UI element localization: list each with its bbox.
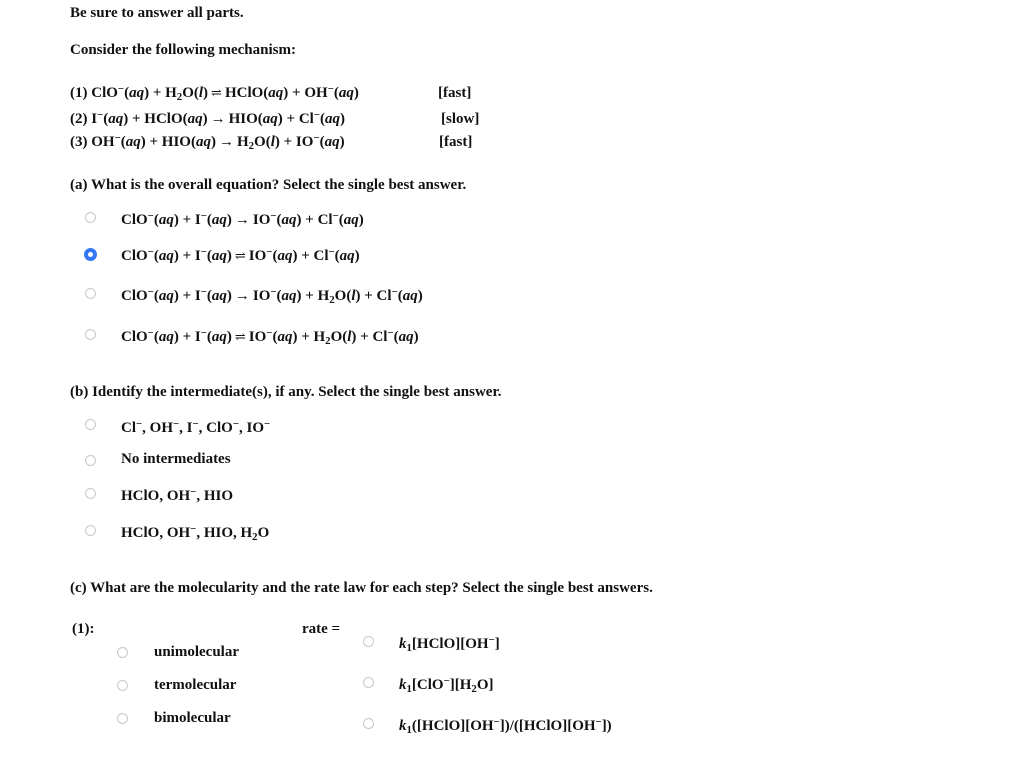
step-1-speed: [fast] xyxy=(438,85,472,101)
radio-button[interactable] xyxy=(85,488,96,499)
radio-button[interactable] xyxy=(85,288,96,299)
option-label[interactable]: $k_1[ClO^-][H_2O]$ xyxy=(399,675,494,696)
option-label[interactable]: $k_1[HClO][OH^-]$ xyxy=(399,634,500,655)
option-label[interactable]: HClO, OH−, HIO, $H_2O$ xyxy=(121,523,270,544)
option-label[interactable]: ClO−(aq) + I−(aq) ⇌ IO−(aq) + Cl−(aq) xyxy=(121,246,360,264)
mechanism-step-3: (3) $OH^-(aq) + HIO(aq) \to H_2O(l) + IO^-(aq)$ xyxy=(70,132,345,153)
part-a-question: (a) What is the overall equation? Select the single best answer. xyxy=(70,177,467,193)
part-c-question: (c) What are the molecularity and the rate law for each step? Select the single best answers. xyxy=(70,580,653,596)
option-label[interactable]: ClO−(aq) + I−(aq) → IO−(aq) + Cl−(aq) xyxy=(121,210,364,228)
option-label[interactable]: $k_1([HClO][OH^-])/([HClO][OH^-])$ xyxy=(399,716,612,737)
radio-button[interactable] xyxy=(363,636,374,647)
radio-button[interactable] xyxy=(363,718,374,729)
option-label[interactable]: unimolecular xyxy=(154,644,239,660)
radio-button[interactable] xyxy=(117,713,128,724)
radio-button[interactable] xyxy=(117,647,128,658)
step-3-speed: [fast] xyxy=(439,134,473,150)
radio-button-selected[interactable] xyxy=(84,248,97,261)
step-number: (1) xyxy=(70,85,88,101)
instruction-text: Be sure to answer all parts. xyxy=(70,5,244,21)
radio-button[interactable] xyxy=(85,212,96,223)
rate-label: rate = xyxy=(302,621,341,637)
option-label[interactable]: No intermediates xyxy=(121,451,231,467)
step-1-label: (1): xyxy=(72,621,95,637)
radio-button[interactable] xyxy=(363,677,374,688)
intro-text: Consider the following mechanism: xyxy=(70,42,296,58)
option-label[interactable]: termolecular xyxy=(154,677,237,693)
mechanism-step-1: (1) $ClO^-(aq) + H_2O(l)$ ⇌ HClO(aq) + OH−(aq) xyxy=(70,83,359,104)
radio-button[interactable] xyxy=(85,329,96,340)
part-b-question: (b) Identify the intermediate(s), if any. Select the single best answer. xyxy=(70,384,502,400)
radio-button[interactable] xyxy=(85,419,96,430)
radio-button[interactable] xyxy=(85,455,96,466)
step-number: (3) xyxy=(70,134,88,150)
option-label[interactable]: bimolecular xyxy=(154,710,231,726)
step-2-speed: [slow] xyxy=(441,111,480,127)
step-number: (2) xyxy=(70,111,88,127)
mechanism-step-2: (2) I−(aq) + HClO(aq) → HIO(aq) + Cl−(aq) xyxy=(70,109,345,127)
option-label[interactable]: HClO, OH−, HIO xyxy=(121,486,234,504)
option-label[interactable]: $ClO^-(aq) + I^-(aq) \to IO^-(aq) + H_2O(l) + Cl^-(aq)$ xyxy=(121,286,423,307)
radio-button[interactable] xyxy=(85,525,96,536)
option-label[interactable]: Cl−, OH−, I−, ClO−, IO− xyxy=(121,418,271,436)
radio-button[interactable] xyxy=(117,680,128,691)
option-label[interactable]: ClO−(aq) + I−(aq) ⇌ $IO^-(aq) + H_2O(l) + Cl^-(aq)$ xyxy=(121,327,419,348)
